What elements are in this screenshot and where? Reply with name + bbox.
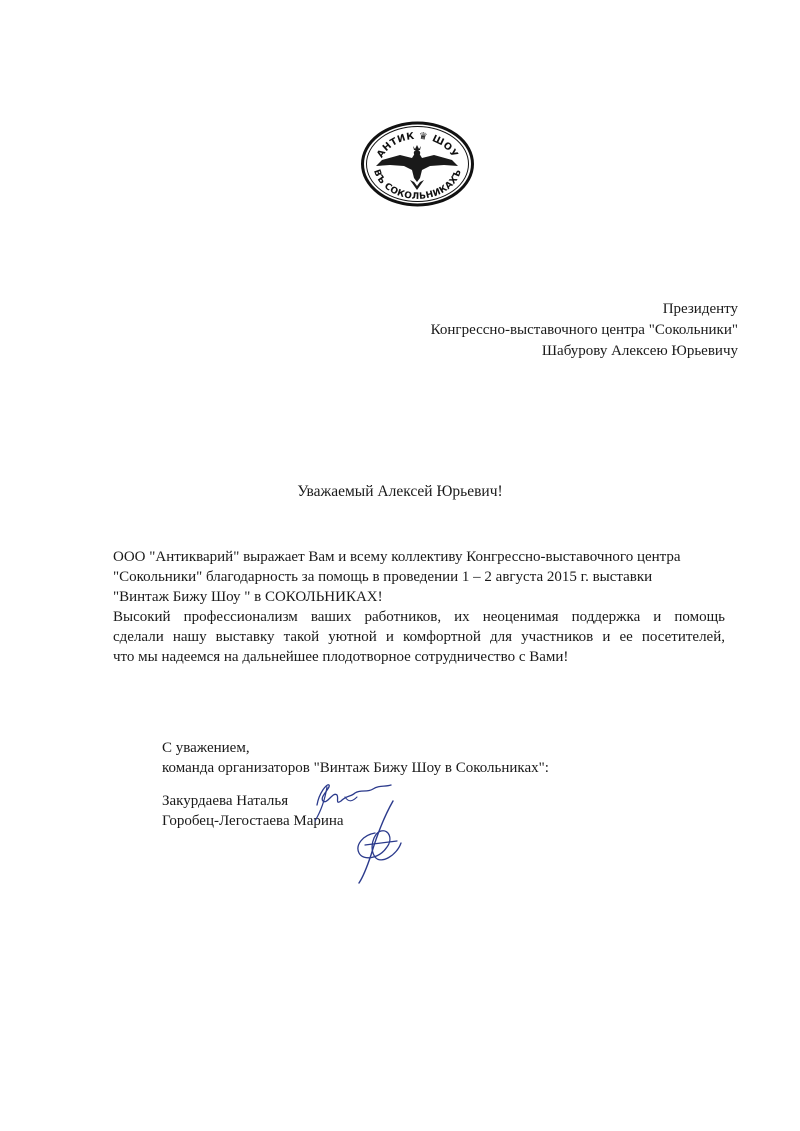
signature-2	[345, 795, 415, 885]
signer-name: Горобец-Легостаева Марина	[162, 813, 344, 829]
body-line: что мы надеемся на дальнейшее плодотворное сотрудничество с Вами!	[113, 649, 569, 665]
addressee-title: Президенту	[662, 301, 738, 317]
letter-body	[113, 547, 725, 667]
body-line: ООО "Антикварий" выражает Вам и всему коллективу Конгрессно-выставочного центра	[113, 549, 681, 565]
greeting: Уважаемый Алексей Юрьевич!	[297, 483, 503, 500]
logo-bottom-text: ВЪ СОКОЛЬНИКАХЪ	[371, 168, 465, 202]
signer-name: Закурдаева Наталья	[162, 793, 289, 809]
addressee-block	[431, 299, 738, 362]
closing-team: команда организаторов "Винтаж Бижу Шоу в Сокольниках":	[162, 760, 549, 776]
closing-salutation: С уважением,	[162, 740, 250, 756]
addressee-name: Шабурову Алексею Юрьевичу	[541, 343, 738, 359]
antique-show-logo	[360, 120, 475, 208]
logo-top-text: АНТИК ♛ ШОУ	[374, 130, 461, 160]
body-line: сделали нашу выставку такой уютной и комфортной для участников и ее посетителей,	[113, 629, 725, 645]
body-line: "Винтаж Бижу Шоу " в СОКОЛЬНИКАХ!	[113, 589, 383, 605]
signers-block	[162, 791, 344, 831]
addressee-organization: Конгрессно-выставочного центра "Сокольники"	[430, 322, 738, 338]
body-line: "Сокольники" благодарность за помощь в проведении 1 – 2 августа 2015 г. выставки	[113, 569, 653, 585]
closing-block	[162, 738, 549, 778]
body-line: Высокий профессионализм ваших работников, их неоценимая поддержка и помощь	[113, 609, 725, 625]
logo	[360, 120, 475, 208]
